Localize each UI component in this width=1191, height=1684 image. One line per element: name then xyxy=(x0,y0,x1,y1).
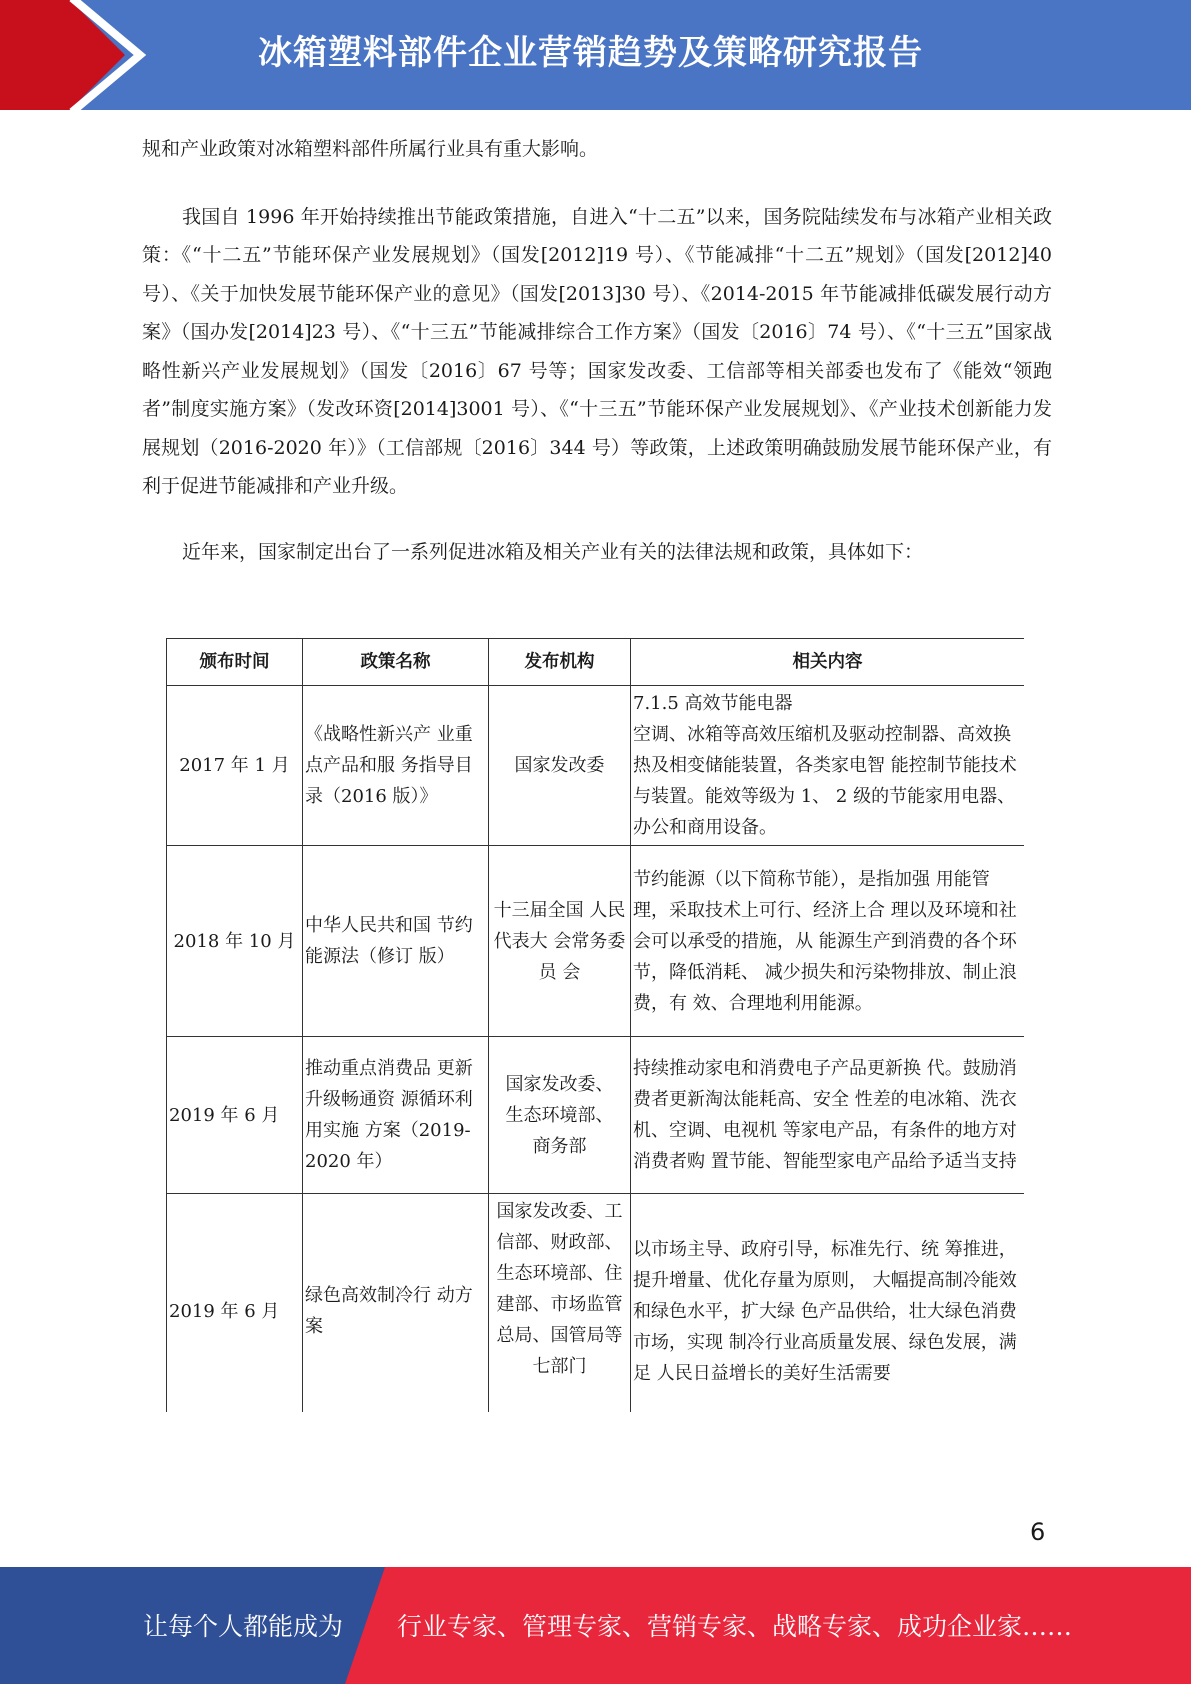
paragraph-1: 规和产业政策对冰箱塑料部件所属行业具有重大影响。 xyxy=(142,138,599,160)
cell-agency: 十三届全国 人民代表大 会常务委员 会 xyxy=(489,846,631,1037)
page-number: 6 xyxy=(1030,1518,1046,1546)
cell-content: 以市场主导、政府引导，标准先行、统 筹推进，提升增量、优化存量为原则， 大幅提高制冷能效和绿色水平，扩大绿 色产品供给，壮大绿色消费市场，实现 制冷行业高质量发展、绿色发展，满足 人民日益增长的美好生活需要 xyxy=(631,1194,1025,1413)
cell-date: 2017 年 1 月 xyxy=(167,686,303,846)
table-row xyxy=(167,1194,1025,1413)
cell-date: 2019 年 6 月 xyxy=(167,1194,303,1413)
table-row xyxy=(167,686,1025,846)
cell-date: 2019 年 6 月 xyxy=(167,1037,303,1194)
footer-slogan-left: 让每个人都能成为 xyxy=(143,1612,344,1641)
paragraph-3: 近年来，国家制定出台了一系列促进冰箱及相关产业有关的法律法规和政策，具体如下： xyxy=(182,540,924,563)
footer-slogan-right: 行业专家、管理专家、营销专家、战略专家、成功企业家…… xyxy=(397,1612,1073,1641)
cell-policy-name: 绿色高效制冷行 动方案 xyxy=(303,1194,489,1413)
header-content: 相关内容 xyxy=(631,639,1025,686)
header-agency: 发布机构 xyxy=(489,639,631,686)
header-date: 颁布时间 xyxy=(167,639,303,686)
cell-policy-name: 《战略性新兴产 业重点产品和服 务指导目录（2016 版）》 xyxy=(303,686,489,846)
cell-date: 2018 年 10 月 xyxy=(167,846,303,1037)
paragraph-2: 我国自 1996 年开始持续推出节能政策措施，自进入“十二五”以来，国务院陆续发布与冰箱产业相关政策：《“十二五”节能环保产业发展规划》（国发[2012]19 号）、《节能减排“十二五”规划》（国发[2012]40 号）、《关于加快发展节能环保产业的意见》（国发[2013]30 号）、《2014-2015 年节能减排低碳发展行动方案》（国办发[2014]23 号）、《“十三五”节能减排综合工作方案》（国发〔2016〕74 号）、《“十三五”国家战略性新兴产业发展规划》（国发〔2016〕67 号等；国家发改委、工信部等相关部委也发布了《能效“领跑者”制度实施方案》（发改环资[2014]3001 号）、《“十三五”节能环保产业发展规划》、《产业技术创新能力发展规划（2016-2020 年）》（工信部规〔2016〕344 号）等政策，上述政策明确鼓励发展节能环保产业，有利于促进节能减排和产业升级。 xyxy=(142,205,1052,497)
report-footer xyxy=(0,1567,1191,1684)
body-text xyxy=(142,130,1052,571)
table-header-row xyxy=(167,639,1025,686)
cell-content: 7.1.5 高效节能电器 空调、冰箱等高效压缩机及驱动控制器、高效换热及相变储能装置，各类家电智 能控制节能技术与装置。能效等级为 1、 2 级的节能家用电器、办公和商用设备。 xyxy=(631,686,1025,846)
policy-table-container xyxy=(166,638,1024,1412)
table-row xyxy=(167,846,1025,1037)
cell-content: 持续推动家电和消费电子产品更新换 代。鼓励消费者更新淘汰能耗高、安全 性差的电冰箱、洗衣机、空调、电视机 等家电产品，有条件的地方对消费者购 置节能、智能型家电产品给予适当支持 xyxy=(631,1037,1025,1194)
cell-agency: 国家发改委 xyxy=(489,686,631,846)
header-policy-name: 政策名称 xyxy=(303,639,489,686)
report-header xyxy=(0,0,1191,110)
header-arrow-decoration xyxy=(0,0,160,110)
cell-policy-name: 推动重点消费品 更新升级畅通资 源循环利用实施 方案（2019-2020 年） xyxy=(303,1037,489,1194)
cell-content: 节约能源（以下简称节能），是指加强 用能管理，采取技术上可行、经济上合 理以及环境和社会可以承受的措施，从 能源生产到消费的各个环节，降低消耗、 减少损失和污染物排放、制止浪费，有 效、合理地利用能源。 xyxy=(631,846,1025,1037)
cell-policy-name: 中华人民共和国 节约能源法（修订 版） xyxy=(303,846,489,1037)
cell-agency: 国家发改委、工信部、财政部、生态环境部、住建部、市场监管总局、国管局等七部门 xyxy=(489,1194,631,1413)
report-title: 冰箱塑料部件企业营销趋势及策略研究报告 xyxy=(258,33,923,73)
table-row xyxy=(167,1037,1025,1194)
policy-table xyxy=(166,638,1024,1412)
cell-agency: 国家发改委、 生态环境部、 商务部 xyxy=(489,1037,631,1194)
